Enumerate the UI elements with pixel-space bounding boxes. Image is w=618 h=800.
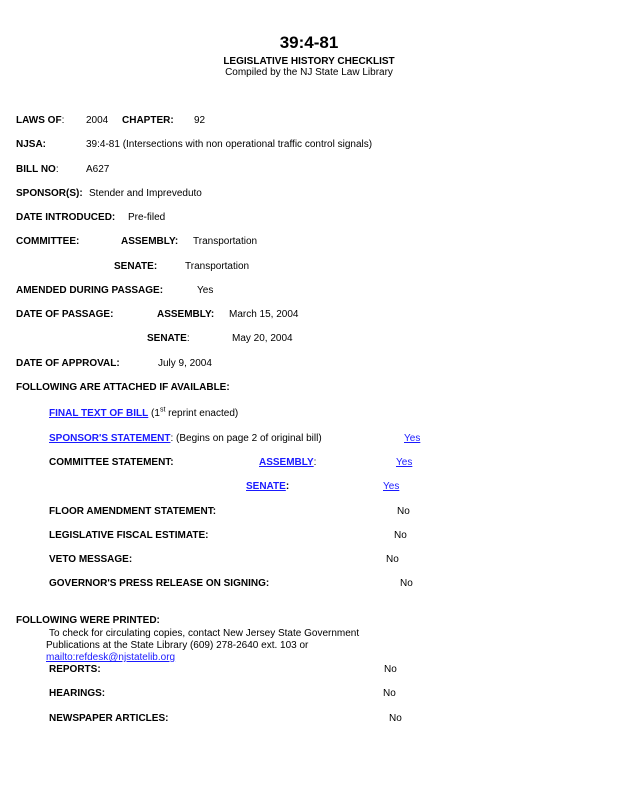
fiscal-estimate-value: No (394, 530, 407, 541)
committee-statement-assembly: ASSEMBLY: (259, 457, 317, 468)
reports-value: No (384, 664, 397, 675)
printed-note-line1: To check for circulating copies, contact New Jersey State Government (49, 628, 360, 639)
bill-no-value: A627 (86, 164, 110, 175)
laws-of-value: 2004 (86, 115, 109, 126)
veto-value: No (386, 554, 399, 565)
sponsor-statement-link[interactable]: SPONSOR'S STATEMENT (49, 433, 171, 444)
final-text-link[interactable]: FINAL TEXT OF BILL (49, 408, 149, 419)
date-introduced-value: Pre-filed (128, 212, 166, 223)
committee-senate-link[interactable]: SENATE (246, 481, 286, 492)
press-release-value: No (400, 578, 413, 589)
passage-senate-label: SENATE: (147, 333, 190, 344)
passage-assembly-value: March 15, 2004 (229, 309, 299, 320)
njsa-value: 39:4-81 (Intersections with non operational traffic control signals) (86, 139, 373, 150)
sponsor-statement-value[interactable]: Yes (404, 433, 421, 444)
date-passage-label: DATE OF PASSAGE: (16, 309, 114, 320)
attached-heading: FOLLOWING ARE ATTACHED IF AVAILABLE: (16, 382, 230, 393)
date-approval-value: July 9, 2004 (158, 358, 212, 369)
email-link[interactable]: mailto:refdesk@njstatelib.org (46, 652, 176, 663)
passage-assembly-label: ASSEMBLY: (157, 309, 215, 320)
bill-no-label: BILL NO: (16, 164, 59, 175)
committee-senate-yes[interactable]: Yes (383, 481, 400, 492)
amended-value: Yes (197, 285, 214, 296)
reports-label: REPORTS: (49, 664, 101, 675)
sponsors-label: SPONSOR(S): (16, 188, 83, 199)
committee-senate-label: SENATE: (114, 261, 158, 272)
compiled-by: Compiled by the NJ State Law Library (225, 67, 393, 78)
final-text-row: FINAL TEXT OF BILL (1st reprint enacted) (49, 406, 239, 419)
date-approval-label: DATE OF APPROVAL: (16, 358, 120, 369)
committee-assembly-value: Transportation (193, 236, 258, 247)
date-introduced-label: DATE INTRODUCED: (16, 212, 116, 223)
committee-assembly-label: ASSEMBLY: (121, 236, 179, 247)
sponsors-value: Stender and Impreveduto (89, 188, 202, 199)
committee-assembly-link[interactable]: ASSEMBLY (259, 457, 314, 468)
statute-title: 39:4-81 (279, 33, 339, 52)
chapter-value: 92 (194, 115, 206, 126)
checklist-title: LEGISLATIVE HISTORY CHECKLIST (223, 56, 395, 67)
sponsor-statement-row: SPONSOR'S STATEMENT: (Begins on page 2 of original bill) (49, 433, 322, 444)
newspaper-label: NEWSPAPER ARTICLES: (49, 713, 169, 724)
committee-label: COMMITTEE: (16, 236, 80, 247)
printed-heading: FOLLOWING WERE PRINTED: (16, 615, 160, 626)
printed-note-line2: Publications at the State Library (609) 278-2640 ext. 103 or (46, 640, 309, 651)
committee-statement-label: COMMITTEE STATEMENT: (49, 457, 174, 468)
hearings-label: HEARINGS: (49, 688, 106, 699)
laws-of-label: LAWS OF: (16, 115, 65, 126)
amended-label: AMENDED DURING PASSAGE: (16, 285, 164, 296)
press-release-label: GOVERNOR'S PRESS RELEASE ON SIGNING: (49, 578, 270, 589)
floor-amendment-value: No (397, 506, 410, 517)
floor-amendment-label: FLOOR AMENDMENT STATEMENT: (49, 506, 217, 517)
committee-assembly-yes[interactable]: Yes (396, 457, 413, 468)
njsa-label: NJSA: (16, 139, 47, 150)
committee-statement-senate: SENATE: (246, 481, 290, 492)
committee-senate-value: Transportation (185, 261, 250, 272)
hearings-value: No (383, 688, 396, 699)
fiscal-estimate-label: LEGISLATIVE FISCAL ESTIMATE: (49, 530, 209, 541)
passage-senate-value: May 20, 2004 (232, 333, 293, 344)
chapter-label: CHAPTER: (122, 115, 174, 126)
veto-label: VETO MESSAGE: (49, 554, 133, 565)
newspaper-value: No (389, 713, 402, 724)
